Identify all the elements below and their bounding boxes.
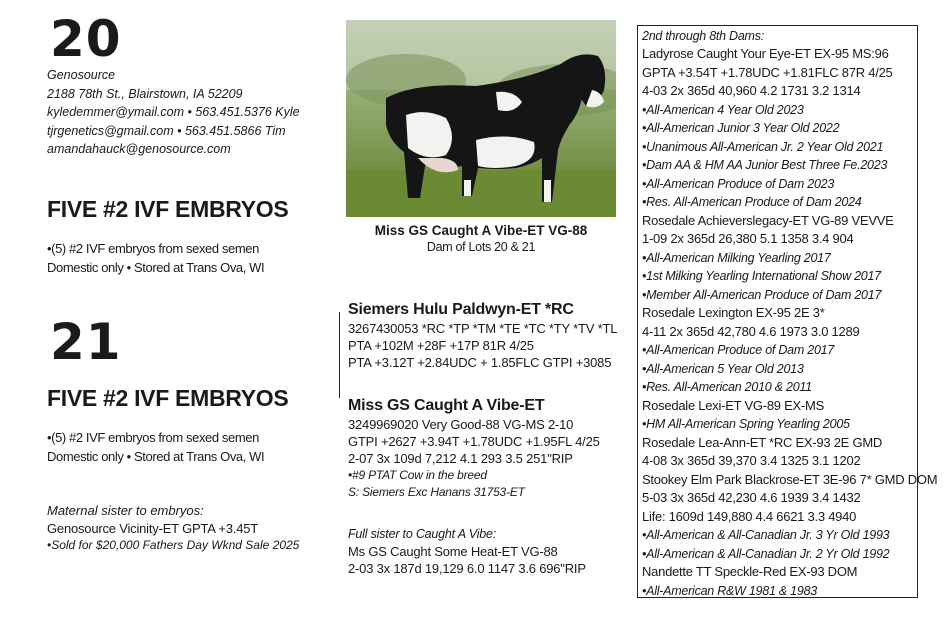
sire-block [348, 300, 617, 371]
lot-21-desc-line2: Domestic only • Stored at Trans Ova, WI [47, 449, 265, 464]
dam-achievement: •All-American R&W 1981 & 1983 [642, 583, 817, 598]
full-sister-label: Full sister to Caught A Vibe: [348, 527, 496, 541]
dam-achievement: •All-American Milking Yearling 2017 [642, 250, 831, 265]
dam-achievement: •All-American & All-Canadian Jr. 3 Yr Old 1993 [642, 528, 890, 542]
lot-21-description [47, 428, 264, 466]
dam-record-line: 4-03 2x 365d 40,960 4.2 1731 3.2 1314 [642, 83, 861, 98]
maternal-sister-label: Maternal sister to embryos: [47, 503, 204, 518]
dam-achievement: •All-American Junior 3 Year Old 2022 [642, 121, 840, 135]
cow-photo [346, 20, 616, 217]
dam-record-line: Rosedale Achieverslegacy-ET VG-89 VEVVE [642, 212, 894, 228]
dam-name: Miss GS Caught A Vibe-ET [348, 397, 545, 414]
lot-20-heading: FIVE #2 IVF EMBRYOS [47, 196, 289, 222]
maternal-sister-block [47, 502, 299, 555]
full-sister-block [348, 526, 586, 577]
dam-achievement: •All-American 5 Year Old 2013 [642, 361, 804, 376]
photo-caption: Miss GS Caught A Vibe-ET VG-88 [374, 223, 588, 238]
dams-box-content [642, 28, 937, 600]
dams-list [642, 45, 937, 600]
dam-achievement: •Dam AA & HM AA Junior Best Three Fe.2023 [642, 158, 888, 172]
pedigree-bracket-line [339, 312, 340, 398]
dam-record-line: Rosedale Lexi-ET VG-89 EX-MS [642, 397, 825, 413]
dam-achievement: •All-American Produce of Dam 2023 [642, 176, 835, 191]
lot-20-number: 20 [50, 10, 122, 68]
dam-record-line: 1-09 2x 365d 26,380 5.1 1358 3.4 904 [642, 231, 854, 246]
lot-21-heading: FIVE #2 IVF EMBRYOS [47, 385, 289, 411]
dam-line-3: 2-07 3x 109d 7,212 4.1 293 3.5 251"RIP [348, 451, 573, 466]
dam-record-line: GPTA +3.54T +1.78UDC +1.81FLC 87R 4/25 [642, 64, 893, 80]
lot-20-desc-line2: Domestic only • Stored at Trans Ova, WI [47, 260, 265, 275]
consignor-name: Genosource [47, 68, 116, 82]
lot-21-number: 21 [50, 313, 122, 371]
lot-20-desc-line1: •(5) #2 IVF embryos from sexed semen [47, 241, 259, 256]
dam-record-line: Ladyrose Caught Your Eye-ET EX-95 MS:96 [642, 46, 889, 61]
dam-achievement: •Res. All-American 2010 & 2011 [642, 380, 812, 394]
dam-achievement: •All-American 4 Year Old 2023 [642, 102, 804, 117]
full-sister-name: Ms GS Caught Some Heat-ET VG-88 [348, 544, 558, 559]
lot-20-consignor-block [47, 66, 300, 159]
dam-record-line: Stookey Elm Park Blackrose-ET 3E-96 7* GMD DOM [642, 471, 938, 487]
dam-achievement: •1st Milking Yearling International Show 2017 [642, 269, 881, 283]
sire-line-2: PTA +102M +28F +17P 81R 4/25 [348, 338, 534, 353]
dam-achievement: •Member All-American Produce of Dam 2017 [642, 287, 882, 302]
consignor-contact-kyle: kyledemmer@ymail.com • 563.451.5376 Kyle [47, 105, 300, 119]
dam-block [348, 396, 600, 501]
sire-line-1: 3267430053 *RC *TP *TM *TE *TC *TY *TV *TL [348, 321, 618, 336]
dam-record-line: Rosedale Lea-Ann-ET *RC EX-93 2E GMD [642, 434, 883, 450]
dam-note-1: •#9 PTAT Cow in the breed [348, 468, 487, 482]
full-sister-record: 2-03 3x 187d 19,129 6.0 1147 3.6 696"RIP [348, 561, 586, 576]
consignor-address: 2188 78th St., Blairstown, IA 52209 [47, 86, 243, 101]
sire-name: Siemers Hulu Paldwyn-ET *RC [348, 301, 574, 318]
dam-achievement: •All-American Produce of Dam 2017 [642, 343, 835, 357]
dam-note-2: S: Siemers Exc Hanans 31753-ET [348, 485, 525, 499]
cow-illustration [346, 20, 616, 217]
dam-record-line: Life: 1609d 149,880 4.4 6621 3.3 4940 [642, 508, 857, 524]
dam-record-line: 5-03 3x 365d 42,230 4.6 1939 3.4 1432 [642, 490, 861, 505]
dam-record-line: Nandette TT Speckle-Red EX-93 DOM [642, 564, 858, 579]
consignor-contact-amanda: amandahauck@genosource.com [47, 142, 231, 156]
lot-20-description [47, 239, 264, 277]
maternal-sister-note: •Sold for $20,000 Fathers Day Wknd Sale 2025 [47, 538, 300, 552]
photo-subcaption: Dam of Lots 20 & 21 [426, 240, 536, 254]
maternal-sister-name: Genosource Vicinity-ET GPTA +3.45T [47, 520, 259, 536]
dam-record-line: 4-08 3x 365d 39,370 3.4 1325 3.1 1202 [642, 453, 861, 468]
dam-record-line: 4-11 2x 365d 42,780 4.6 1973 3.0 1289 [642, 323, 860, 339]
dam-achievement: •Res. All-American Produce of Dam 2024 [642, 195, 862, 209]
dam-line-1: 3249969020 Very Good-88 VG-MS 2-10 [348, 417, 574, 432]
dam-achievement: •Unanimous All-American Jr. 2 Year Old 2021 [642, 139, 884, 154]
dams-box [637, 25, 938, 598]
dams-box-title: 2nd through 8th Dams: [642, 29, 764, 43]
lot-21-desc-line1: •(5) #2 IVF embryos from sexed semen [47, 430, 259, 445]
sire-line-3: PTA +3.12T +2.84UDC + 1.85FLC GTPI +3085 [348, 355, 612, 370]
dam-achievement: •HM All-American Spring Yearling 2005 [642, 417, 850, 431]
dam-record-line: Rosedale Lexington EX-95 2E 3* [642, 305, 825, 320]
photo-caption-block [346, 222, 616, 256]
consignor-contact-tim: tjrgenetics@gmail.com • 563.451.5866 Tim [47, 123, 286, 138]
dam-line-2: GTPI +2627 +3.94T +1.78UDC +1.95FL 4/25 [348, 434, 600, 449]
dam-achievement: •All-American & All-Canadian Jr. 2 Yr Old 1992 [642, 546, 890, 561]
